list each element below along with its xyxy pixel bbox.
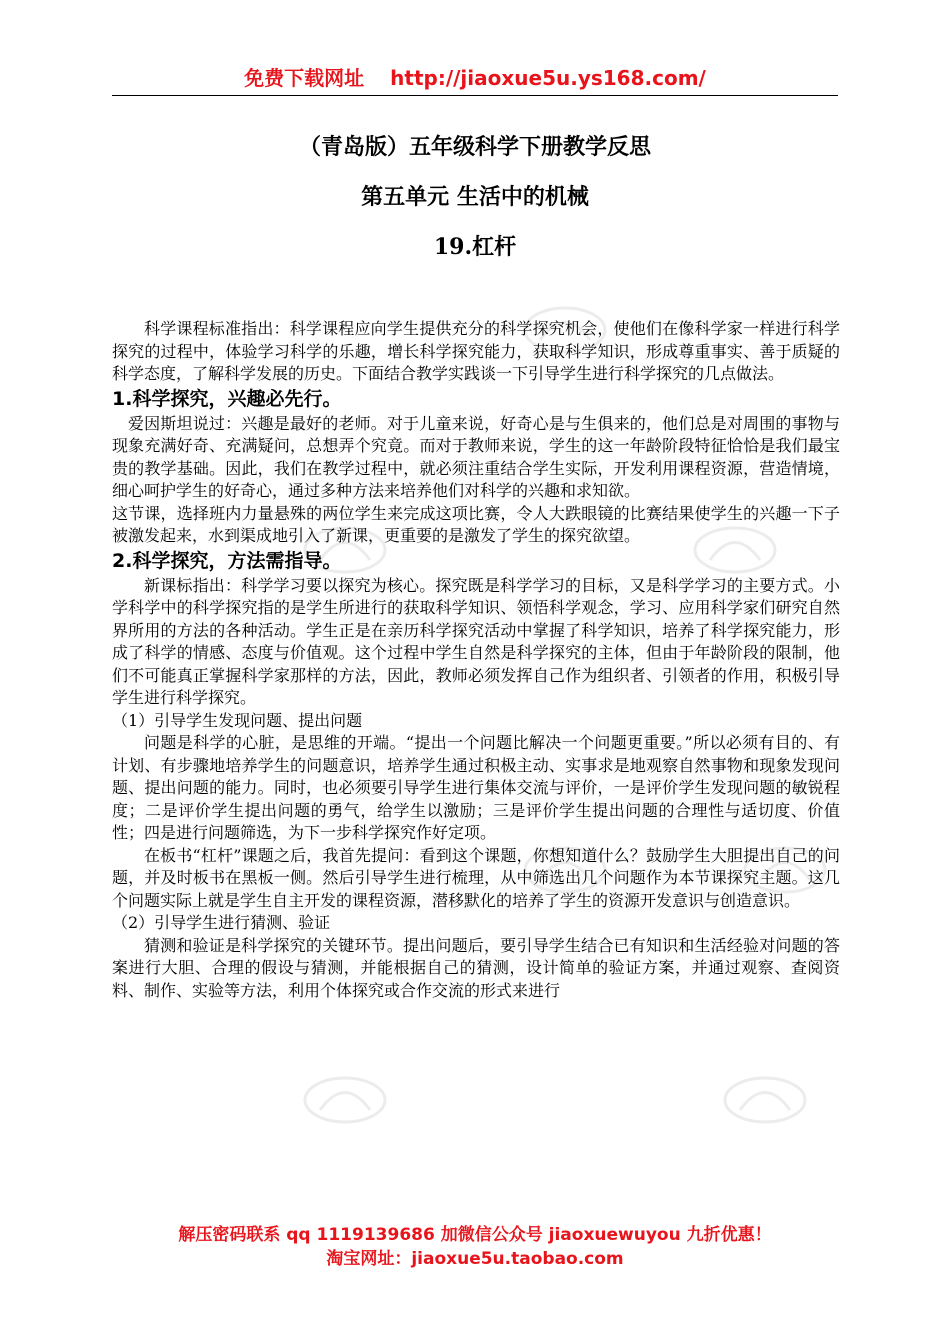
intro-paragraph: 科学课程标准指出：科学课程应向学生提供充分的科学探究机会，使他们在像科学家一样进行科学探究的过程中，体验学习科学的乐趣，增长科学探究能力，获取科学知识，形成尊重事实、善于质疑的科学态度，了解科学发展的历史。下面结合教学实践谈一下引导学生进行科学探究的几点做法。 [112, 319, 840, 383]
paragraph: 新课标指出：科学学习要以探究为核心。探究既是科学学习的目标，又是科学学习的主要方式。小学科学中的科学探究指的是学生所进行的获取科学知识、领悟科学观念，学习、应用科学家们研究自然界所用的方法的各种活动。学生正是在亲历科学探究活动中掌握了科学知识，培养了科学探究能力，形成了科学的情感、态度与价值观。这个过程中学生自然是科学探究的主体，但由于年龄阶段的限制，他们不可能真正掌握科学家那样的方法，因此，教师必须发挥自己作为组织者、引领者的作用，积极引导学生进行科学探究。 [112, 575, 840, 707]
footer-contact: 解压密码联系 qq 1119139686 加微信公众号 jiaoxuewuyou 九折优惠！ [178, 1225, 772, 1245]
lesson-title: 19.杠杆 [433, 234, 517, 260]
doc-title: （青岛版）五年级科学下册教学反思 [298, 134, 651, 160]
unit-title: 第五单元 生活中的机械 [361, 184, 589, 210]
paragraph: 爱因斯坦说过：兴趣是最好的老师。对于儿童来说，好奇心是与生俱来的，他们总是对周围的事物与现象充满好奇、充满疑问，总想弄个究竟。而对于教师来说，学生的这一年龄阶段特征恰恰是我们最宝贵的教学基础。因此，我们在教学过程中，就必须注重结合学生实际，开发利用课程资源，营造情境，细心呵护学生的好奇心，通过多种方法来培养他们对科学的兴趣和求知欲。 [112, 413, 840, 500]
footer-shop-link[interactable]: 淘宝网址：jiaoxue5u.taobao.com [326, 1249, 624, 1269]
paragraph: 在板书“杠杆”课题之后，我首先提问：看到这个课题，你想知道什么？鼓励学生大胆提出自己的问题，并及时板书在黑板一侧。然后引导学生进行梳理，从中筛选出几个问题作为本节课探究主题。这几个问题实际上就是学生自主开发的课程资源，潜移默化的培养了学生的资源开发意识与创造意识。 [112, 845, 840, 910]
watermark-logo-icon [300, 1070, 390, 1130]
header-url[interactable]: http://jiaoxue5u.ys168.com/ [390, 66, 706, 90]
header-banner [0, 62, 950, 91]
section-heading-1: 1.科学探究，兴趣必先行。 [112, 387, 342, 410]
paragraph: 猜测和验证是科学探究的关键环节。提出问题后，要引导学生结合已有知识和生活经验对问题的答案进行大胆、合理的假设与猜测，并能根据自己的猜测，设计简单的验证方案，并通过观察、查阅资料、制作、实验等方法，利用个体探究或合作交流的形式来进行 [112, 935, 840, 1000]
paragraph: 这节课，选择班内力量悬殊的两位学生来完成这项比赛，令人大跌眼镜的比赛结果使学生的兴趣一下子被激发起来，水到渠成地引入了新课，更重要的是激发了学生的探究欲望。 [112, 503, 840, 545]
paragraph: 问题是科学的心脏，是思维的开端。“提出一个问题比解决一个问题更重要。”所以必须有目的、有计划、有步骤地培养学生的问题意识，培养学生通过积极主动、实事求是地观察自然事物和现象发现问题、提出问题的能力。同时，也必须要引导学生进行集体交流与评价，一是评价学生发现问题的敏锐程度；二是评价学生提出问题的勇气，给学生以激励；三是评价学生提出问题的合理性与适切度、价值性；四是进行问题筛选，为下一步科学探究作好定项。 [112, 733, 840, 842]
section-heading-2: 2.科学探究，方法需指导。 [112, 549, 342, 572]
header-label: 免费下载网址 [244, 66, 365, 90]
document-body [112, 318, 840, 1002]
watermark-logo-icon [720, 1070, 810, 1130]
subsection-heading: （2）引导学生进行猜测、验证 [112, 913, 331, 932]
subsection-heading: （1）引导学生发现问题、提出问题 [112, 710, 363, 730]
header-divider [112, 95, 838, 96]
